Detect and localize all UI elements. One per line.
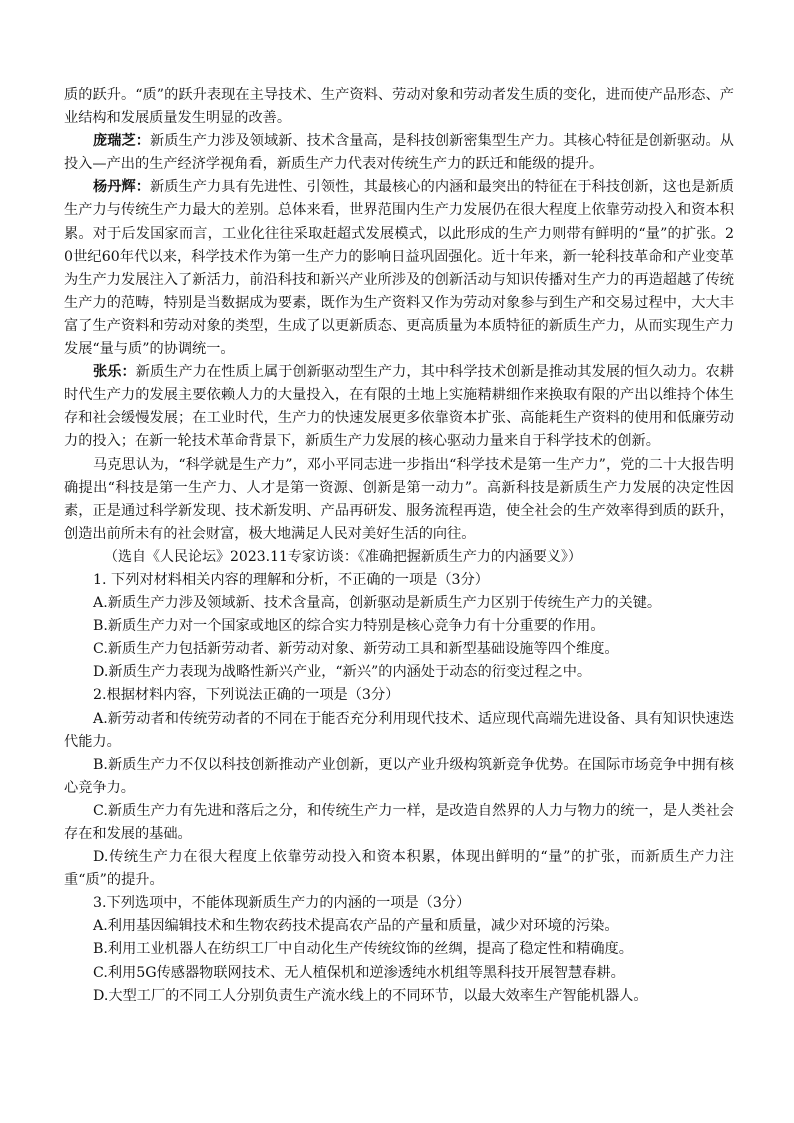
question-2-stem: 2.根据材料内容，下列说法正确的一项是（3分） (93, 687, 400, 704)
intro-paragraph: 质的跃升。“质”的跃升表现在主导技术、生产资料、劳动对象和劳动者发生质的变化，进而使产品形态、产业结构和发展质量发生明显的改善。 (64, 87, 734, 127)
question-1-option-b: B.新质生产力对一个国家或地区的综合实力特别是核心竞争力有十分重要的作用。 (93, 618, 605, 635)
document-page (64, 84, 734, 1008)
question-3-option-c: C.利用5G传感器物联网技术、无人植保机和逆渗透纯水机组等黑科技开展智慧春耕。 (93, 964, 625, 981)
question-3-option-b: B.利用工业机器人在纺织工厂中自动化生产传统纹饰的丝绸，提高了稳定性和精确度。 (93, 941, 633, 958)
question-2-option-c: C.新质生产力有先进和落后之分，和传统生产力一样，是改造自然界的人力与物力的统一，是人类社会存在和发展的基础。 (64, 802, 734, 842)
question-3-stem: 3.下列选项中，不能体现新质生产力的内涵的一项是（3分） (93, 895, 471, 912)
pang-paragraph (64, 130, 734, 176)
speaker-text: 新质生产力在性质上属于创新驱动型生产力，其中科学技术创新是推动其发展的恒久动力。农耕时代生产力的发展主要依赖人力的大量投入，在有限的土地上实施精耕细作来换取有限的产出以维持个体生存和社会缓慢发展；在工业时代，生产力的快速发展更多依靠资本扩张、高能耗生产资料的使用和低廉劳动力的投入；在新一轮技术革命背景下，新质生产力发展的核心驱动力量来自于科学技术的创新。 (64, 364, 734, 450)
question-3-option-a: A.利用基因编辑技术和生物农药技术提高农产品的产量和质量，减少对环境的污染。 (93, 918, 619, 935)
question-1-option-d: D.新质生产力表现为战略性新兴产业，“新兴”的内涵处于动态的衍变过程之中。 (93, 664, 592, 681)
question-2-option-b: B.新质生产力不仅以科技创新推动产业创新，更以产业升级构筑新竞争优势。在国际市场竞争中拥有核心竞争力。 (64, 756, 734, 796)
speaker-name: 庞瑞芝： (93, 133, 150, 150)
source-citation: （选自《人民论坛》2023.11专家访谈：《准确把握新质生产力的内涵要义》） (104, 548, 582, 565)
zhang-paragraph (64, 361, 734, 453)
question-3-option-d: D.大型工厂的不同工人分别负责生产流水线上的不同环节，以最大效率生产智能机器人。 (93, 987, 648, 1004)
question-1-stem: 1. 下列对材料相关内容的理解和分析，不正确的一项是（3分） (93, 571, 489, 588)
question-2-option-d: D.传统生产力在很大程度上依靠劳动投入和资本积累，体现出鲜明的“量”的扩张，而新质生产力注重“质”的提升。 (64, 849, 734, 889)
question-2-option-a: A.新劳动者和传统劳动者的不同在于能否充分利用现代技术、适应现代高端先进设备、具有知识快速迭代能力。 (64, 710, 734, 750)
marx-paragraph: 马克思认为，“科学就是生产力”，邓小平同志进一步指出“科学技术是第一生产力”，党的二十大报告明确提出“科技是第一生产力、人才是第一资源、创新是第一动力”。高新科技是新质生产力发展的决定性因素，正是通过科学新发现、技术新发明、产品再研发、服务流程再造，使全社会的生产效率得到质的跃升，创造出前所未有的社会财富，极大地满足人民对美好生活的向往。 (64, 456, 734, 542)
question-1-option-a: A.新质生产力涉及领域新、技术含量高，创新驱动是新质生产力区别于传统生产力的关键。 (93, 595, 662, 612)
yang-paragraph (64, 176, 734, 361)
speaker-name: 张乐： (93, 364, 136, 381)
speaker-text: 新质生产力具有先进性、引领性，其最核心的内涵和最突出的特征在于科技创新，这也是新质生产力与传统生产力最大的差别。总体来看，世界范围内生产力发展仍在很大程度上依靠劳动投入和资本积累。对于后发国家而言，工业化往往采取赶超式发展模式，以此形成的生产力则带有鲜明的“量”的扩张。20世纪60年代以来，科学技术作为第一生产力的影响日益巩固强化。近十年来，新一轮科技革命和产业变革为生产力发展注入了新活力，前沿科技和新兴产业所涉及的创新活动与知识传播对生产力的再造超越了传统生产力的范畴，特别是当数据成为要素，既作为生产资料又作为劳动对象参与到生产和交易过程中，大大丰富了生产资料和劳动对象的类型，生成了以更新质态、更高质量为本质特征的新质生产力，从而实现生产力发展“量与质”的协调统一。 (64, 179, 734, 358)
speaker-name: 杨丹辉： (93, 179, 150, 196)
question-1-option-c: C.新质生产力包括新劳动者、新劳动对象、新劳动工具和新型基础设施等四个维度。 (93, 641, 619, 658)
speaker-text: 新质生产力涉及领域新、技术含量高，是科技创新密集型生产力。其核心特征是创新驱动。从投入—产出的生产经济学视角看，新质生产力代表对传统生产力的跃迁和能级的提升。 (64, 133, 734, 173)
